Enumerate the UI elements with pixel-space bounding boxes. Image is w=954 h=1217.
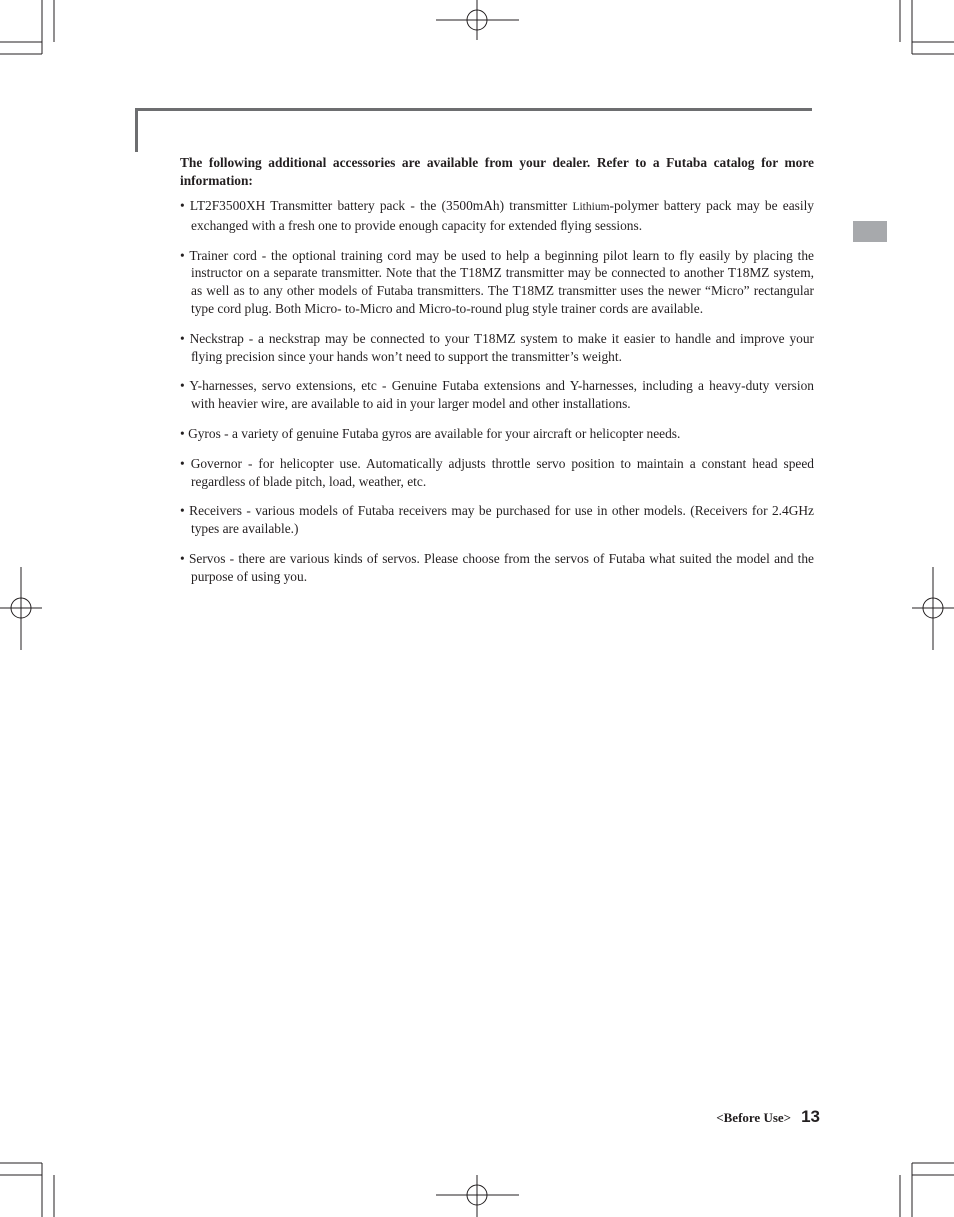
bullet: • xyxy=(180,198,185,213)
bullet: • xyxy=(180,247,185,263)
list-item xyxy=(180,425,814,443)
bullet: • xyxy=(180,455,185,471)
item-text: - for helicopter use. Automatically adjusts throttle servo position to maintain a constant head speed regardless of blade pitch, load, weather, etc. xyxy=(191,455,814,489)
item-label: Gyros xyxy=(188,425,221,441)
item-text: - the optional training cord may be used to help a beginning pilot learn to fly easily by placing the instructor on a separate transmitter. Note that the T18MZ transmitter may be connected to another T18MZ system, as well as to any other models of Futaba transmitters. The T18MZ transmitter uses the newer “Micro” rectangular type cord plug. Both Micro- to-Micro and Micro-to-round plug style trainer cords are available. xyxy=(191,247,814,316)
header-rule xyxy=(135,108,812,111)
header-rule-tick xyxy=(135,108,138,152)
item-text: - the (3500mAh) transmitter xyxy=(405,198,573,213)
list-item xyxy=(180,197,814,235)
list-item xyxy=(180,502,814,538)
item-label: Trainer cord xyxy=(189,247,257,263)
list-item xyxy=(180,377,814,413)
item-text: - there are various kinds of servos. Please choose from the servos of Futaba what suited the model and the purpose of using you. xyxy=(191,550,814,584)
list-item xyxy=(180,455,814,491)
bullet: • xyxy=(180,550,185,566)
item-text: - various models of Futaba receivers may be purchased for use in other models. (Receivers for 2.4GHz types are available.) xyxy=(191,503,814,537)
bullet: • xyxy=(180,503,185,519)
page-footer xyxy=(600,1107,820,1127)
item-label: LT2F3500XH Transmitter battery pack xyxy=(189,198,406,213)
page-number: 13 xyxy=(801,1107,820,1126)
intro-paragraph: The following additional accessories are available from your dealer. Refer to a Futaba catalog for more information: xyxy=(180,155,814,188)
list-item xyxy=(180,247,814,318)
item-label: Servos xyxy=(188,550,226,566)
bullet: • xyxy=(180,425,185,441)
item-text: - a variety of genuine Futaba gyros are available for your aircraft or helicopter needs. xyxy=(220,425,681,441)
accessory-list xyxy=(180,197,814,586)
item-text: - a neckstrap may be connected to your T18MZ system to make it easier to handle and improve your ﬂying precision since your hands won’t need to support the transmitter’s weight. xyxy=(191,330,814,364)
list-item xyxy=(180,330,814,366)
item-label: Y-harnesses, servo extensions, etc xyxy=(189,378,377,394)
footer-section-label: <Before Use> xyxy=(716,1110,792,1125)
item-text: - Genuine Futaba extensions and Y-harnesses, including a heavy-duty version with heavier wire, are available to aid in your larger model and other installations. xyxy=(191,378,815,412)
list-item xyxy=(180,550,814,586)
item-text-small: Lithium xyxy=(572,201,610,213)
section-tab-marker xyxy=(853,221,887,242)
bullet: • xyxy=(180,330,185,346)
item-label: Neckstrap xyxy=(189,330,244,346)
item-label: Receivers xyxy=(189,503,242,519)
item-text: -polymer battery pack may be easily exchanged with a fresh one to provide enough capacity for extended ﬂying sessions. xyxy=(191,198,814,233)
bullet: • xyxy=(180,378,185,394)
main-content xyxy=(180,154,814,598)
item-label: Governor xyxy=(190,455,243,471)
